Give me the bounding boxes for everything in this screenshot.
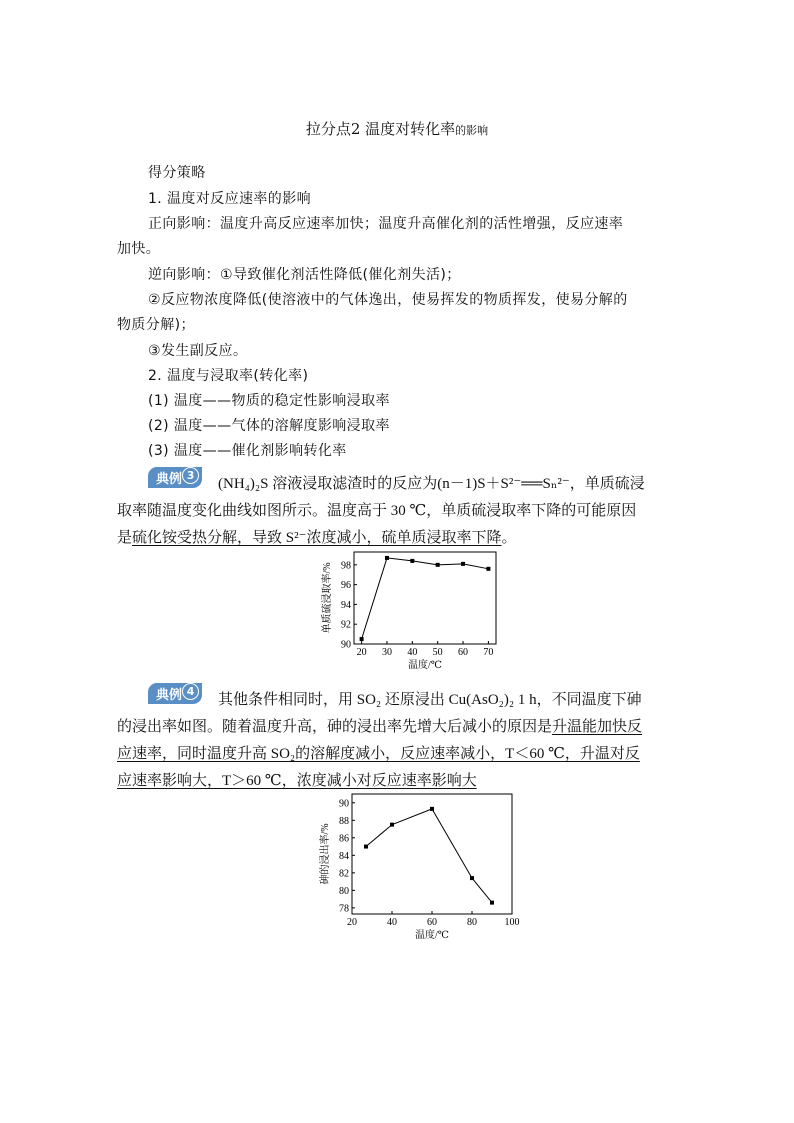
example-4-line-2: 的浸出率如图。随着温度升高，砷的浸出率先增大后减小的原因是升温能加快反 [117,719,643,735]
y-tick-label: 94 [341,599,351,611]
plot-frame [352,794,512,914]
example-badge-4: 典例 4 [148,683,202,704]
y-tick-label: 80 [339,885,349,897]
example-4-line-1: 其他条件相同时，用 SO₂ 还原浸出 Cu(AsO₂)₂ 1 h，不同温度下砷 [218,692,642,708]
example-4-line-4: 应速率影响大，T＞60 ℃，浓度减小对反应速率影响大 [117,773,477,789]
list-item: (3) 温度——催化剂影响转化率 [148,443,347,459]
y-tick-label: 96 [341,580,351,592]
x-tick-label: 40 [407,647,418,658]
sulfur-leaching-chart [318,548,504,676]
example-3-line-2: 取率随温度变化曲线如图所示。温度高于 30 ℃，单质硫浸取率下降的可能原因 [117,503,637,519]
example-4-line-3: 应速率，同时温度升高 SO₂的溶解度减小，反应速率减小，T＜60 ℃，升温对反 [117,746,640,762]
x-tick-label: 60 [458,647,469,658]
list-item: (2) 温度——气体的溶解度影响浸取率 [148,418,390,434]
negative-effect-3: ③发生副反应。 [148,343,248,359]
data-point [490,901,494,905]
example-3-answer: 硫化铵受热分解，导致 S²⁻浓度减小，硫单质浸取率下降 [132,530,502,546]
strategy-heading: 得分策略 [148,165,206,181]
series-line [362,558,489,639]
x-tick-label: 20 [347,917,357,928]
negative-effect: 逆向影响：①导致催化剂活性降低(催化剂失活)； [148,267,461,283]
x-axis-label: 温度/℃ [415,930,449,940]
y-tick-label: 90 [339,798,349,810]
x-tick-label: 70 [483,647,494,658]
data-point [436,563,440,567]
y-tick-label: 90 [341,639,351,651]
data-point [364,845,368,849]
page-title: 拉分点2 温度对转化率的影响 [305,120,489,138]
data-point [470,876,474,880]
x-tick-label: 50 [432,647,443,658]
example-4-answer-start: 升温能加快反 [552,719,643,735]
y-tick-label: 92 [341,619,351,631]
example-3-line-1: (NH₄)₂S 溶液浸取滤渣时的反应为(n－1)S＋S²⁻══Sₙ²⁻，单质硫浸 [218,476,645,492]
example-3-line-3: 是硫化铵受热分解，导致 S²⁻浓度减小，硫单质浸取率下降。 [117,530,517,546]
y-axis-label: 单质硫浸取率/% [322,562,333,634]
y-tick-label: 78 [339,903,349,915]
y-tick-label: 84 [339,850,349,862]
positive-effect-cont: 加快。 [117,241,161,257]
y-tick-label: 98 [341,560,351,572]
data-point [360,637,364,641]
y-tick-label: 86 [339,833,349,845]
data-point [410,559,414,563]
data-point [390,823,394,827]
x-tick-label: 60 [427,917,437,928]
series-line [366,809,492,903]
list-item: (1) 温度——物质的稳定性影响浸取率 [148,393,390,409]
negative-effect-2-cont: 物质分解)； [117,317,195,333]
y-axis-label: 砷的浸出率/% [320,823,331,885]
section-heading-2: 2. 温度与浸取率(转化率) [148,368,309,384]
x-tick-label: 100 [504,917,520,928]
y-tick-label: 82 [339,868,349,880]
x-tick-label: 20 [356,647,367,658]
data-point [430,807,434,811]
y-tick-label: 88 [339,815,349,827]
data-point [385,556,389,560]
x-tick-label: 80 [467,917,477,928]
x-axis-label: 温度/℃ [408,660,442,671]
x-tick-label: 40 [387,917,397,928]
arsenic-leaching-chart [306,790,528,940]
data-point [486,567,490,571]
section-heading-1: 1. 温度对反应速率的影响 [148,191,312,207]
positive-effect: 正向影响：温度升高反应速率加快；温度升高催化剂的活性增强，反应速率 [148,216,624,232]
x-tick-label: 30 [381,647,392,658]
negative-effect-2: ②反应物浓度降低(使溶液中的气体逸出，使易挥发的物质挥发，使易分解的 [148,292,628,308]
example-badge-3: 典例 3 [148,467,202,488]
data-point [461,562,465,566]
